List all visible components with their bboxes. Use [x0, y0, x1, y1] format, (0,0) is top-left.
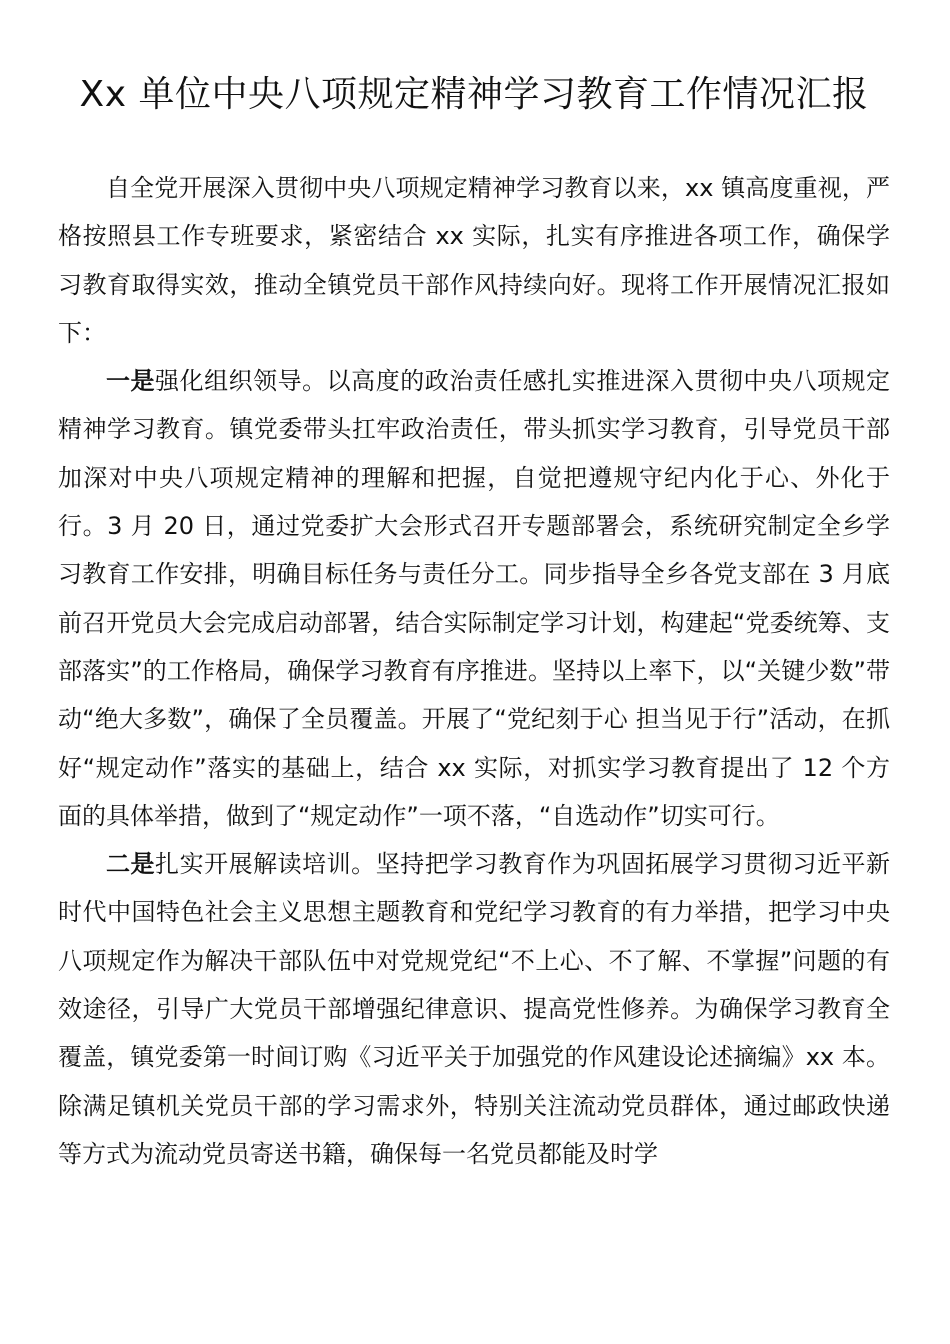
paragraph-text: 自全党开展深入贯彻中央八项规定精神学习教育以来，xx 镇高度重视，严格按照县工作专班要求，紧密结合 xx 实际，扎实有序推进各项工作，确保学习教育取得实效，推动全镇党员干部作风持续向好。现将工作开展情况汇报如下：	[58, 174, 890, 347]
document-body	[58, 164, 890, 1178]
section-paragraph-1	[58, 357, 890, 840]
document-title: Xx 单位中央八项规定精神学习教育工作情况汇报	[79, 74, 869, 115]
paragraph-text: 扎实开展解读培训。坚持把学习教育作为巩固拓展学习贯彻习近平新时代中国特色社会主义思想主题教育和党纪学习教育的有力举措，把学习中央八项规定作为解决干部队伍中对党规党纪“不上心、不了解、不掌握”问题的有效途径，引导广大党员干部增强纪律意识、提高党性修养。为确保学习教育全覆盖，镇党委第一时间订购《习近平关于加强党的作风建设论述摘编》xx 本。除满足镇机关党员干部的学习需求外，特别关注流动党员群体，通过邮政快递等方式为流动党员寄送书籍，确保每一名党员都能及时学	[58, 850, 891, 1168]
section-paragraph-2	[58, 840, 890, 1178]
paragraph-lead: 二是	[106, 850, 156, 879]
paragraph-lead: 一是	[106, 367, 156, 396]
intro-paragraph	[58, 164, 890, 357]
paragraph-text: 强化组织领导。以高度的政治责任感扎实推进深入贯彻中央八项规定精神学习教育。镇党委带头扛牢政治责任，带头抓实学习教育，引导党员干部加深对中央八项规定精神的理解和把握，自觉把遵规守纪内化于心、外化于行。3 月 20 日，通过党委扩大会形式召开专题部署会，系统研究制定全乡学习教育工作安排，明确目标任务与责任分工。同步指导全乡各党支部在 3 月底前召开党员大会完成启动部署，结合实际制定学习计划，构建起“党委统筹、支部落实”的工作格局，确保学习教育有序推进。坚持以上率下，以“关键少数”带动“绝大多数”，确保了全员覆盖。开展了“党纪刻于心 担当见于行”活动，在抓好“规定动作”落实的基础上，结合 xx 实际，对抓实学习教育提出了 12 个方面的具体举措，做到了“规定动作”一项不落，“自选动作”切实可行。	[58, 367, 891, 830]
